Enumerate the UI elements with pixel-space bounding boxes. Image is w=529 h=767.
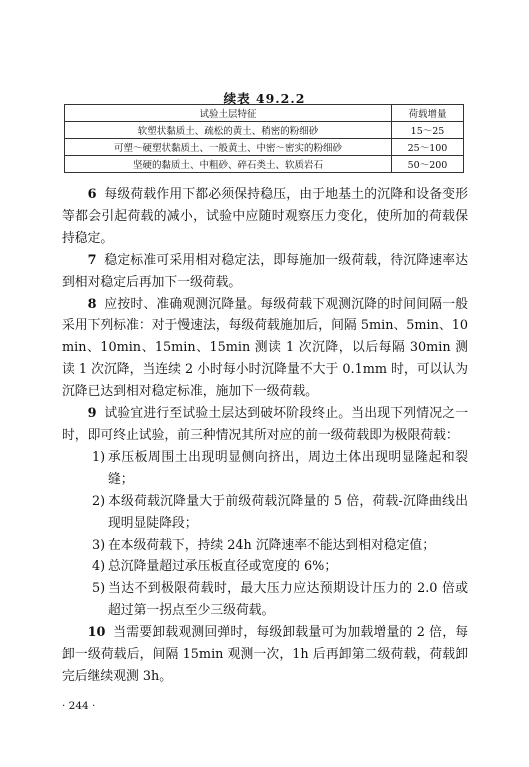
list-item-number: 5) — [92, 581, 106, 597]
list-item-text: 总沉降量超过承压板直径或宽度的 6%； — [108, 559, 338, 575]
table-header-cell: 荷载增量 — [392, 105, 464, 122]
list-item — [62, 535, 468, 557]
table-cell: 15～25 — [392, 122, 464, 139]
table-header-row — [65, 105, 464, 122]
paragraph-text: 当需要卸载观测回弹时，每级卸载量可为加载增量的 2 倍，每卸一级荷载后，间隔 15min 观测一次，1h 后再卸第二级荷载，荷载卸完后继续观测 3h。 — [62, 625, 468, 684]
list-item-number: 3) — [92, 537, 106, 553]
table-cell: 坚硬的黏质土、中粗砂、碎石类土、软质岩石 — [65, 156, 392, 173]
paragraph-number: 9 — [87, 406, 97, 422]
list-item-text: 本级荷载沉降量大于前级荷载沉降量的 5 倍，荷载-沉降曲线出现明显陡降段； — [108, 493, 468, 531]
list-item-number: 2) — [92, 493, 106, 509]
paragraph-text: 试验宜进行至试验土层达到破坏阶段终止。当出现下列情况之一时，即可终止试验，前三种情况其所对应的前一级荷载即为极限荷载： — [62, 406, 468, 443]
page-number: · 244 · — [62, 700, 96, 712]
table-cell: 可塑～硬塑状黏质土、一般黄土、中密～密实的粉细砂 — [65, 139, 392, 156]
table-cell: 25～100 — [392, 139, 464, 156]
list-item — [62, 447, 468, 491]
list-item-text: 承压板周围土出现明显侧向挤出，周边土体出现明显隆起和裂缝； — [108, 449, 468, 487]
table-cell: 软塑状黏质土、疏松的黄土、稍密的粉细砂 — [65, 122, 392, 139]
paragraph-text: 稳定标准可采用相对稳定法，即每施加一级荷载，待沉降速率达到相对稳定后再加下一级荷载。 — [62, 252, 468, 290]
table-header-cell: 试验土层特征 — [65, 105, 392, 122]
paragraph-number: 8 — [87, 296, 97, 312]
paragraph-9 — [62, 403, 468, 447]
body-text — [62, 184, 468, 688]
table-row — [65, 139, 464, 156]
table-title: 续表 49.2.2 — [223, 91, 306, 106]
paragraph-number: 6 — [87, 187, 97, 202]
list-item-number: 1) — [92, 449, 106, 465]
list-item — [62, 556, 468, 578]
paragraph-8 — [62, 294, 468, 404]
paragraph-text: 每级荷载作用下都必须保持稳压，由于地基土的沉降和设备变形等都会引起荷载的减小，试验中应随时观察压力变化，使所加的荷载保持稳定。 — [62, 187, 468, 246]
paragraph-number: 7 — [87, 252, 97, 268]
list-item-number: 4) — [92, 559, 106, 575]
paragraph-7 — [62, 250, 468, 294]
table-row — [65, 156, 464, 173]
table-row — [65, 122, 464, 139]
load-increment-table — [64, 104, 464, 173]
list-item-text: 当达不到极限荷载时，最大压力应达预期设计压力的 2.0 倍或超过第一拐点至少三级荷载。 — [108, 581, 468, 619]
paragraph-6 — [62, 184, 468, 250]
paragraph-10 — [62, 622, 468, 688]
list-item — [62, 578, 468, 622]
paragraph-text: 应按时、准确观测沉降量。每级荷载下观测沉降的时间间隔一般采用下列标准：对于慢速法，每级荷载施加后，间隔 5min、5min、10min、10min、15min、15min 测读 1 次沉降，以后每隔 30min 测读 1 次沉降，当连续 2 小时每小时沉降量不大于 0.1mm 时，可以认为沉降已达到相对稳定标准，施加下一级荷载。 — [62, 296, 468, 400]
table-cell: 50～200 — [392, 156, 464, 173]
list-item — [62, 491, 468, 535]
list-item-text: 在本级荷载下，持续 24h 沉降速率不能达到相对稳定值； — [108, 537, 435, 553]
paragraph-number: 10 — [87, 625, 106, 641]
